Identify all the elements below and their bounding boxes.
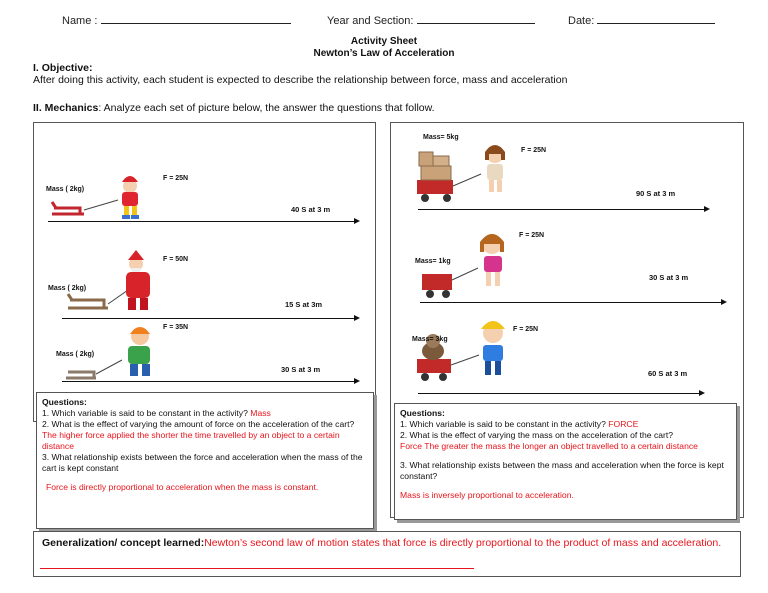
child-icon — [122, 176, 139, 219]
child-icon — [128, 327, 150, 376]
generalization-box — [33, 531, 741, 577]
date-blank — [597, 14, 715, 24]
mechanics-text: : Analyze each set of picture below, the answer the questions that follow. — [98, 102, 435, 114]
right-row1-mass: Mass= 5kg — [423, 134, 459, 141]
sheet-subtitle: Newton’s Law of Acceleration — [313, 48, 455, 59]
girl-icon — [480, 234, 504, 286]
right-q1: 1. Which variable is said to be constant in the activity? FORCE — [400, 419, 639, 429]
left-row1-time: 40 S at 3 m — [291, 205, 331, 214]
left-a1: Mass — [250, 408, 271, 418]
right-a3: Mass is inversely proportional to acceleration. — [400, 490, 574, 500]
sled-icon — [68, 294, 108, 308]
right-row3-mass: Mass= 3kg — [412, 336, 448, 343]
sled-icon — [66, 372, 96, 378]
wagon-boy-dog-figure — [413, 315, 523, 387]
right-row1-arrow — [418, 209, 708, 210]
boxes-icon — [419, 152, 451, 180]
wagon-girl-boxes-figure — [413, 140, 523, 208]
left-questions-box — [36, 392, 374, 529]
right-row2-time: 30 S at 3 m — [649, 273, 689, 282]
right-questions-box — [394, 403, 737, 520]
sled-girl-figure — [48, 170, 158, 225]
objective-text: After doing this activity, each student is expected to describe the relationship between force, mass and acceleration — [33, 74, 568, 86]
right-row3-arrow — [418, 393, 703, 394]
left-row3-time: 30 S at 3 m — [281, 365, 321, 374]
left-row2-mass: Mass ( 2kg) — [48, 285, 87, 292]
generalization-line: Generalization/ concept learned:Newton’s second law of motion states that force is directly proportional to the product of mass and acceleration. — [42, 537, 722, 549]
name-field[interactable] — [62, 14, 291, 27]
left-row3-force: F = 35N — [163, 324, 189, 331]
right-a1: FORCE — [608, 419, 639, 429]
left-row2-time: 15 S at 3m — [285, 300, 323, 309]
wagon-icon — [417, 180, 453, 202]
wagon-icon — [417, 359, 451, 381]
name-blank — [101, 14, 291, 24]
name-label: Name : — [62, 15, 98, 27]
left-row3-mass: Mass ( 2kg) — [56, 351, 95, 358]
right-row2-force: F = 25N — [519, 232, 545, 239]
left-a3: Force is directly proportional to acceleration when the mass is constant. — [46, 482, 319, 492]
right-row3-time: 60 S at 3 m — [648, 369, 688, 378]
objective-heading: I. Objective: — [33, 62, 93, 74]
generalization-label: Generalization/ concept learned — [42, 537, 201, 549]
right-row3-force: F = 25N — [513, 326, 539, 333]
girl-icon — [485, 145, 505, 192]
right-row1-force: F = 25N — [521, 147, 547, 154]
left-q2: 2. What is the effect of varying the amount of force on the acceleration of the cart? — [42, 419, 355, 429]
sheet-title: Activity Sheet — [350, 36, 418, 47]
left-row1-arrow — [48, 221, 358, 222]
santa-icon — [126, 250, 150, 310]
right-q2: 2. What is the effect of varying the mass on the acceleration of the cart? — [400, 430, 674, 440]
right-row1-time: 90 S at 3 m — [636, 189, 676, 198]
right-q3: 3. What relationship exists between the mass and acceleration when the force is kept constant? — [400, 460, 724, 481]
date-label: Date: — [568, 15, 595, 27]
left-row3-arrow — [62, 381, 358, 382]
left-row1-mass: Mass ( 2kg) — [46, 186, 85, 193]
mechanics-line — [33, 102, 435, 114]
left-q3: 3. What relationship exists between the force and acceleration when the mass of the cart is kept constant — [42, 452, 363, 473]
mechanics-heading: II. Mechanics — [33, 102, 99, 114]
sled-icon — [52, 202, 84, 214]
left-row1-force: F = 25N — [163, 175, 189, 182]
left-q1: 1. Which variable is said to be constant in the activity? Mass — [42, 408, 271, 418]
right-row2-arrow — [420, 302, 725, 303]
right-questions-heading: Questions: — [400, 408, 445, 418]
right-row2-mass: Mass= 1kg — [415, 258, 451, 265]
left-questions-heading: Questions: — [42, 397, 87, 407]
wagon-icon — [422, 274, 452, 298]
right-a2: Force The greater the mass the longer an object travelled to a certain distance — [400, 441, 698, 451]
year-section-blank — [417, 14, 535, 24]
left-a2: The higher force applied the shorter the time travelled by an object to a certain distance — [42, 430, 340, 451]
date-field[interactable] — [568, 14, 715, 27]
generalization-underline — [40, 568, 474, 569]
boy-icon — [481, 321, 505, 375]
left-row2-arrow — [62, 318, 358, 319]
year-section-field[interactable] — [327, 14, 535, 27]
left-row2-force: F = 50N — [163, 256, 189, 263]
generalization-text: Newton’s second law of motion states that force is directly proportional to the product of mass and acceleration. — [204, 537, 722, 549]
year-section-label: Year and Section: — [327, 15, 414, 27]
